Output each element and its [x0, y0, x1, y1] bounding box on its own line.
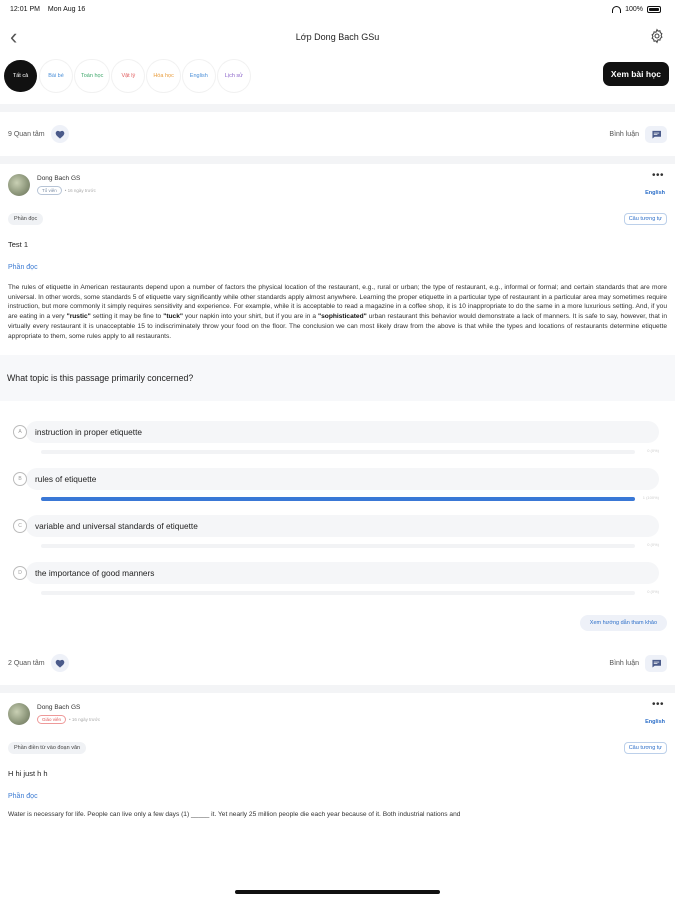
filter-chip-all[interactable]: Tất cả	[4, 60, 37, 92]
vote-percentage: 0 (0%)	[647, 589, 659, 595]
vote-progress-track	[41, 450, 635, 454]
home-indicator	[235, 890, 440, 894]
interest-count: 2 Quan tâm	[8, 659, 45, 667]
post-interaction-bar	[0, 112, 675, 156]
filter-chip[interactable]: Vật lý	[112, 60, 144, 92]
vote-percentage: 0 (0%)	[647, 542, 659, 548]
option-letter: D	[13, 566, 27, 580]
answer-option[interactable]	[8, 468, 667, 515]
tag-row	[8, 208, 667, 230]
post-card	[0, 164, 675, 641]
option-letter: A	[13, 425, 27, 439]
status-left	[10, 6, 91, 13]
answer-options	[8, 421, 667, 609]
vote-percentage: 1 (100%)	[642, 495, 659, 501]
status-right	[612, 6, 661, 13]
language-label: English	[645, 719, 665, 726]
question-type-tag: Phần đọc	[8, 213, 43, 225]
battery-percent: 100%	[625, 5, 643, 13]
section-divider	[0, 104, 675, 112]
wifi-icon	[612, 6, 621, 13]
answer-option[interactable]	[8, 515, 667, 562]
heart-icon[interactable]	[51, 654, 69, 672]
vote-progress-bar	[41, 497, 635, 501]
language-label: English	[645, 190, 665, 196]
option-text: rules of etiquette	[35, 474, 97, 485]
view-guide-button[interactable]: Xem hướng dẫn tham khảo	[580, 615, 667, 631]
post-card	[0, 693, 675, 820]
author-info	[37, 174, 96, 195]
more-options-icon[interactable]: •••	[651, 699, 664, 711]
heart-icon[interactable]	[51, 125, 69, 143]
post-meta	[37, 186, 96, 195]
role-badge: Giáo viên	[37, 715, 66, 724]
guide-row	[8, 615, 667, 641]
vote-progress-track	[41, 591, 635, 595]
similar-questions-button[interactable]: Câu tương tự	[624, 213, 667, 225]
filter-chip[interactable]: Lịch sử	[218, 60, 250, 92]
filter-chip[interactable]: Toán học	[75, 60, 109, 92]
status-bar	[0, 0, 675, 18]
post-text: Test 1	[8, 240, 29, 249]
nav-bar	[0, 18, 675, 56]
option-text: the importance of good manners	[35, 568, 155, 579]
comment-icon[interactable]	[645, 126, 667, 143]
filter-chip[interactable]: Hóa học	[147, 60, 180, 92]
vote-percentage: 0 (0%)	[647, 448, 659, 454]
answer-option[interactable]	[8, 421, 667, 468]
comment-label: Bình luận	[609, 130, 639, 138]
comment-group	[609, 655, 667, 672]
status-date: Mon Aug 16	[47, 5, 86, 13]
author-name: Dong Bach GS	[37, 175, 81, 182]
interest-group	[8, 654, 69, 672]
author-info	[37, 703, 100, 724]
reading-passage: Water is necessary for life. People can live only a few days (1) _____ it. Yet nearly 25 million people die each year because of it. Both industrial nations and	[8, 811, 461, 819]
avatar[interactable]	[8, 703, 30, 725]
post-header	[8, 693, 667, 737]
option-letter: B	[13, 472, 27, 486]
subject-filter-bar	[0, 56, 675, 96]
answer-option[interactable]	[8, 562, 667, 609]
post-text: H hi just h h	[8, 769, 48, 779]
post-time: • 16 ngày trước	[69, 717, 101, 723]
battery-icon	[647, 6, 661, 13]
status-time: 12:01 PM	[10, 5, 40, 13]
tag-row	[8, 737, 667, 759]
vote-progress-track	[41, 497, 635, 501]
comment-label: Bình luận	[609, 659, 639, 667]
section-divider	[0, 156, 675, 164]
option-text: variable and universal standards of etiquette	[35, 521, 198, 532]
filter-chip[interactable]: Bài bé	[40, 60, 72, 92]
interest-group	[8, 125, 69, 143]
option-text: instruction in proper etiquette	[35, 427, 143, 438]
author-name: Dong Bach GS	[37, 704, 81, 712]
section-label: Phần đọc	[8, 793, 38, 801]
vote-progress-track	[41, 544, 635, 548]
post-header	[8, 164, 667, 208]
question-type-tag: Phần điền từ vào đoạn văn	[8, 742, 86, 754]
role-badge: Tổ viên	[37, 186, 62, 195]
post-meta	[37, 715, 100, 724]
question-text: What topic is this passage primarily concerned?	[0, 355, 675, 401]
option-letter: C	[13, 519, 27, 533]
post-time: • 16 ngày trước	[64, 188, 96, 193]
avatar[interactable]	[8, 174, 30, 196]
section-divider	[0, 685, 675, 693]
reading-passage: The rules of etiquette in American restaurants depend upon a number of factors the physical location of the restaurant, e.g., rural or urban; the type of restaurant, e.g., informal or formal; and certain standards that are more universal. In other words, some standards 5 of etiquette vary significantly while other standards apply almost anywhere. Learning the proper etiquette in a particular type of restaurant in a particular area may sometimes require instruction, but more commonly it simply requires sensitivity and experience. For example, while it is acceptable to read a magazine in a coffee shop, it is 10 inappropriate to do the same in a more luxurious setting. And, if you are eating in a very "rustic" setting it may be fine to "tuck" your napkin into your shirt, but if you are in a "sophisticated" urban restaurant this behavior would demonstrate a lack of manners. It is safe to say, however, that in virtually every restaurant it is unacceptable 15 to indiscriminately throw your food on the floor. The conclusion we can most likely draw from the above is that while the types and locations of restaurants determine etiquette appropriate to them, some rules apply to all restaurants.	[8, 284, 667, 340]
interest-count: 9 Quan tâm	[8, 130, 45, 138]
back-chevron-icon[interactable]: ‹	[10, 24, 18, 49]
post-interaction-bar	[0, 641, 675, 685]
filter-chip[interactable]: English	[183, 60, 215, 92]
similar-questions-button[interactable]: Câu tương tự	[624, 742, 667, 754]
more-options-icon[interactable]: •••	[651, 170, 664, 181]
page-title: Lớp Dong Bach GSu	[295, 32, 380, 42]
gear-icon[interactable]	[649, 28, 665, 44]
comment-group	[609, 126, 667, 143]
section-label: Phần đọc	[8, 264, 38, 271]
comment-icon[interactable]	[645, 655, 667, 672]
view-lessons-button[interactable]: Xem bài học	[603, 62, 669, 86]
